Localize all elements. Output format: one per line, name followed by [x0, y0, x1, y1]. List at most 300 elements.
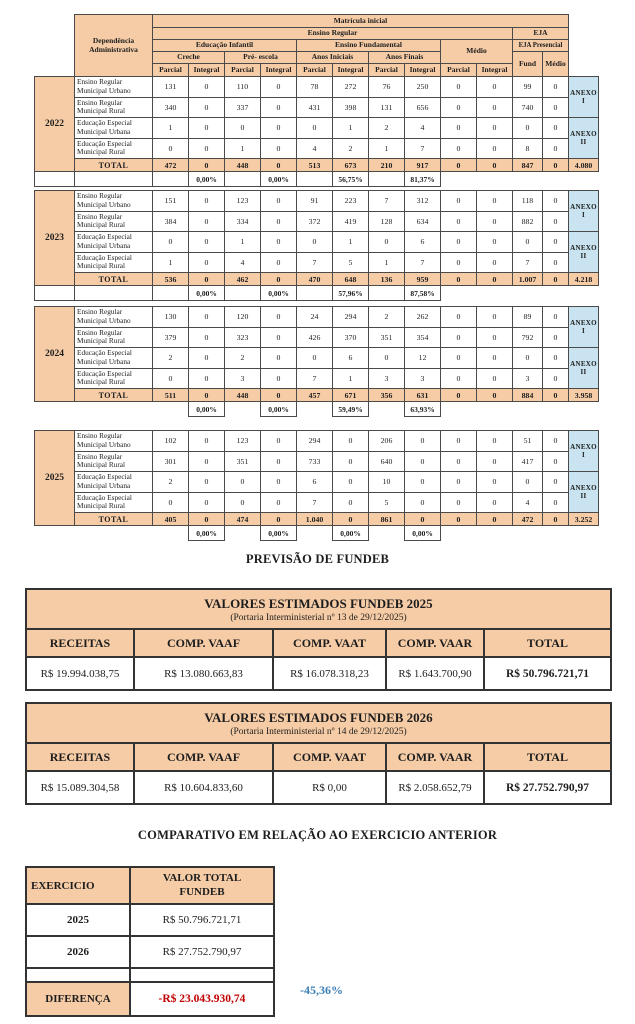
- value-cell: 7: [297, 368, 333, 389]
- total-value-cell: 1.040: [297, 513, 333, 526]
- value-cell: 337: [225, 97, 261, 118]
- row-label: Educação Especial Municipal Urbana: [75, 348, 153, 369]
- row-label: Educação Especial Municipal Urbana: [75, 118, 153, 139]
- grand-total-cell: 4.080: [569, 159, 599, 172]
- anexo-i-cell: ANEXO I: [569, 307, 599, 348]
- row-label: Educação Especial Municipal Rural: [75, 252, 153, 273]
- anexo-i-cell: ANEXO I: [569, 191, 599, 232]
- value-cell: 131: [369, 97, 405, 118]
- fundeb-2026-title-cell: [26, 703, 611, 743]
- value-cell: 1: [225, 138, 261, 159]
- value-cell: 733: [297, 451, 333, 472]
- value-cell: 1: [225, 232, 261, 253]
- value-cell: 0: [477, 451, 513, 472]
- col-header-integral: Integral: [189, 64, 225, 77]
- value-cell: 0: [225, 118, 261, 139]
- grand-total-cell: 3.252: [569, 513, 599, 526]
- total-value-cell: 673: [333, 159, 369, 172]
- table-subtitle: (Portaria Interministerial nº 14 de 29/12/2025): [230, 726, 407, 737]
- total-value-cell: 0: [441, 389, 477, 402]
- value-cell: 0: [261, 348, 297, 369]
- value-cell: 370: [333, 327, 369, 348]
- col-header-comp-vaar: COMP. VAAR: [386, 743, 484, 771]
- value-cell: 10: [369, 472, 405, 493]
- value-cell: 1: [369, 252, 405, 273]
- total-value-cell: 356: [369, 389, 405, 402]
- col-header-integral: Integral: [261, 64, 297, 77]
- col-header-receitas: RECEITAS: [26, 743, 134, 771]
- row-label: Educação Especial Municipal Rural: [75, 368, 153, 389]
- value-cell: 0: [189, 348, 225, 369]
- value-cell: 0: [189, 492, 225, 513]
- col-header-eja-presencial: EJA Presencial: [513, 40, 569, 52]
- year-cell: 2024: [35, 307, 75, 402]
- col-header-parcial: Parcial: [153, 64, 189, 77]
- value-cell: 0: [405, 492, 441, 513]
- value-cell: 0: [261, 451, 297, 472]
- value-cell: 250: [405, 77, 441, 98]
- row-label: Ensino Regular Municipal Urbano: [75, 431, 153, 452]
- fundeb-2025-table: [25, 588, 612, 691]
- value-cell: 2: [369, 307, 405, 328]
- value-cell: 0: [441, 348, 477, 369]
- comp-vaar-value: R$ 2.058.652,79: [386, 771, 484, 804]
- anexo-i-cell: ANEXO I: [569, 431, 599, 472]
- value-cell: 0: [441, 451, 477, 472]
- comp-vaaf-value: R$ 13.080.663,83: [134, 657, 273, 690]
- value-cell: 0: [297, 348, 333, 369]
- anexo-ii-cell: ANEXO II: [569, 472, 599, 513]
- total-value-cell: 917: [405, 159, 441, 172]
- value-cell: 0: [405, 472, 441, 493]
- value-cell: 110: [225, 77, 261, 98]
- value-cell: 0: [189, 211, 225, 232]
- comparison-table: [25, 866, 275, 1017]
- col-header-comp-vaat: COMP. VAAT: [273, 629, 386, 657]
- total-value-cell: 648: [333, 273, 369, 286]
- value-cell: 151: [153, 191, 189, 212]
- row-label: Ensino Regular Municipal Urbano: [75, 77, 153, 98]
- value-cell: 0: [441, 492, 477, 513]
- table-subtitle: (Portaria Interministerial nº 13 de 29/12/2025): [230, 612, 407, 623]
- diferenca-label: DIFERENÇA: [26, 982, 130, 1016]
- col-header-ensino-fundamental: Ensino Fundamental: [297, 40, 441, 52]
- value-cell: 740: [513, 97, 543, 118]
- total-value-cell: 847: [513, 159, 543, 172]
- total-value-cell: 0: [261, 513, 297, 526]
- col-header-comp-vaat: COMP. VAAT: [273, 743, 386, 771]
- value-cell: 24: [297, 307, 333, 328]
- value-cell: 417: [513, 451, 543, 472]
- value-cell: 7: [369, 191, 405, 212]
- value-cell: 0: [261, 97, 297, 118]
- value-cell: 0: [261, 211, 297, 232]
- percent-cell: 57,96%: [333, 286, 369, 301]
- value-cell: 2: [225, 348, 261, 369]
- total-value-cell: 511: [153, 389, 189, 402]
- col-header-comp-vaar: COMP. VAAR: [386, 629, 484, 657]
- value-cell: 0: [441, 472, 477, 493]
- value-cell: 0: [477, 492, 513, 513]
- value-cell: 0: [477, 77, 513, 98]
- col-header-matricula-inicial: Matrícula inicial: [153, 15, 569, 28]
- value-cell: 0: [477, 431, 513, 452]
- value-cell: 4: [405, 118, 441, 139]
- value-cell: 0: [189, 472, 225, 493]
- year-cell: 2023: [35, 191, 75, 286]
- value-cell: 0: [261, 118, 297, 139]
- anexo-i-cell: ANEXO I: [569, 77, 599, 118]
- total-value-cell: 448: [225, 389, 261, 402]
- col-header-parcial: Parcial: [441, 64, 477, 77]
- value-cell: 419: [333, 211, 369, 232]
- value-cell: 0: [543, 191, 569, 212]
- value-cell: 6: [297, 472, 333, 493]
- value-cell: 334: [225, 211, 261, 232]
- total-value-cell: 513: [297, 159, 333, 172]
- value-cell: 128: [369, 211, 405, 232]
- value-cell: 0: [543, 252, 569, 273]
- value-cell: 351: [225, 451, 261, 472]
- percent-cell: 63,93%: [405, 402, 441, 417]
- value-cell: 340: [153, 97, 189, 118]
- value-cell: 294: [297, 431, 333, 452]
- value-cell: 0: [543, 118, 569, 139]
- value-cell: 0: [543, 348, 569, 369]
- value-cell: 1: [333, 368, 369, 389]
- value-cell: 206: [369, 431, 405, 452]
- row-label: Ensino Regular Municipal Urbano: [75, 191, 153, 212]
- value-cell: 640: [369, 451, 405, 472]
- total-value-cell: 0: [189, 273, 225, 286]
- value-cell: 6: [333, 348, 369, 369]
- value-cell: 1: [369, 138, 405, 159]
- row-label: Educação Especial Municipal Urbana: [75, 472, 153, 493]
- table-title: VALORES ESTIMADOS FUNDEB 2025: [204, 595, 433, 611]
- percent-cell: 0,00%: [189, 172, 225, 187]
- value-cell: 7: [405, 138, 441, 159]
- percent-cell: 0,00%: [405, 526, 441, 541]
- value-cell: 0: [477, 307, 513, 328]
- block-spacer: [35, 417, 599, 431]
- value-cell: 120: [225, 307, 261, 328]
- col-header-comp-vaaf: COMP. VAAF: [134, 743, 273, 771]
- value-cell: 78: [297, 77, 333, 98]
- total-value-cell: 474: [225, 513, 261, 526]
- value-cell: 0: [477, 327, 513, 348]
- total-value-cell: 861: [369, 513, 405, 526]
- header-year-spacer: [35, 15, 75, 77]
- value-cell: 0: [441, 232, 477, 253]
- value-cell: 0: [477, 472, 513, 493]
- value-cell: 0: [261, 327, 297, 348]
- total-value-cell: 0: [543, 513, 569, 526]
- value-cell: 0: [441, 252, 477, 273]
- value-cell: 1: [333, 232, 369, 253]
- total-value-cell: 457: [297, 389, 333, 402]
- value-cell: 2: [369, 118, 405, 139]
- value-cell: 0: [441, 368, 477, 389]
- value-cell: 0: [189, 138, 225, 159]
- value-cell: 312: [405, 191, 441, 212]
- valor-2025: R$ 50.796.721,71: [130, 904, 274, 936]
- row-label: Ensino Regular Municipal Rural: [75, 451, 153, 472]
- value-cell: 0: [189, 252, 225, 273]
- value-cell: 0: [513, 118, 543, 139]
- empty-cell: [26, 968, 130, 982]
- value-cell: 7: [513, 252, 543, 273]
- value-cell: 0: [189, 307, 225, 328]
- col-header-fund: Fund: [513, 52, 543, 77]
- col-header-total: TOTAL: [484, 629, 611, 657]
- enrollment-table: [34, 14, 599, 541]
- value-cell: 0: [333, 472, 369, 493]
- value-cell: 0: [261, 252, 297, 273]
- col-header-pre-escola: Pré- escola: [225, 52, 297, 64]
- value-cell: 4: [225, 252, 261, 273]
- value-cell: 323: [225, 327, 261, 348]
- value-cell: 0: [543, 232, 569, 253]
- total-value-cell: 210: [369, 159, 405, 172]
- value-cell: 0: [189, 232, 225, 253]
- value-cell: 0: [513, 232, 543, 253]
- value-cell: 272: [333, 77, 369, 98]
- value-cell: 5: [369, 492, 405, 513]
- value-cell: 0: [153, 138, 189, 159]
- total-value-cell: 671: [333, 389, 369, 402]
- value-cell: 0: [261, 492, 297, 513]
- value-cell: 656: [405, 97, 441, 118]
- header-anexo-spacer: [569, 15, 599, 77]
- total-value-cell: 0: [543, 389, 569, 402]
- value-cell: 1: [153, 252, 189, 273]
- row-label: Ensino Regular Municipal Rural: [75, 327, 153, 348]
- col-header-parcial: Parcial: [369, 64, 405, 77]
- value-cell: 91: [297, 191, 333, 212]
- total-value-cell: 472: [513, 513, 543, 526]
- col-header-anos-iniciais: Anos Iniciais: [297, 52, 369, 64]
- total-row-label: TOTAL: [75, 273, 153, 286]
- total-value-cell: 448: [225, 159, 261, 172]
- value-cell: 0: [477, 118, 513, 139]
- total-value-cell: 472: [153, 159, 189, 172]
- total-value-cell: 0: [405, 513, 441, 526]
- receitas-value: R$ 15.089.304,58: [26, 771, 134, 804]
- table-title: VALORES ESTIMADOS FUNDEB 2026: [204, 709, 433, 725]
- value-cell: 0: [333, 451, 369, 472]
- value-cell: 384: [153, 211, 189, 232]
- col-header-parcial: Parcial: [225, 64, 261, 77]
- col-header-dependencia: Dependência Administrativa: [75, 15, 153, 77]
- value-cell: 6: [405, 232, 441, 253]
- value-cell: 0: [477, 191, 513, 212]
- value-cell: 8: [513, 138, 543, 159]
- value-cell: 0: [441, 191, 477, 212]
- value-cell: 0: [189, 77, 225, 98]
- value-cell: 0: [225, 472, 261, 493]
- total-value-cell: 136: [369, 273, 405, 286]
- value-cell: 882: [513, 211, 543, 232]
- value-cell: 0: [513, 348, 543, 369]
- value-cell: 0: [261, 368, 297, 389]
- value-cell: 3: [513, 368, 543, 389]
- total-value: R$ 50.796.721,71: [484, 657, 611, 690]
- value-cell: 7: [297, 492, 333, 513]
- value-cell: 0: [441, 138, 477, 159]
- year-cell: 2025: [35, 431, 75, 526]
- value-cell: 0: [543, 138, 569, 159]
- row-label: Educação Especial Municipal Rural: [75, 492, 153, 513]
- total-value-cell: 0: [189, 159, 225, 172]
- exercicio-2026: 2026: [26, 936, 130, 968]
- total-value-cell: 405: [153, 513, 189, 526]
- value-cell: 426: [297, 327, 333, 348]
- col-header-integral: Integral: [333, 64, 369, 77]
- percent-cell: 0,00%: [261, 402, 297, 417]
- col-header-integral: Integral: [405, 64, 441, 77]
- exercicio-2025: 2025: [26, 904, 130, 936]
- row-label: Educação Especial Municipal Rural: [75, 138, 153, 159]
- empty-cell: [130, 968, 274, 982]
- section-title-previsao-fundeb: PREVISÃO DE FUNDEB: [245, 552, 390, 566]
- value-cell: 1: [333, 118, 369, 139]
- value-cell: 12: [405, 348, 441, 369]
- col-header-integral: Integral: [477, 64, 513, 77]
- value-cell: 262: [405, 307, 441, 328]
- value-cell: 0: [543, 211, 569, 232]
- value-cell: 0: [543, 431, 569, 452]
- value-cell: 351: [369, 327, 405, 348]
- value-cell: 0: [441, 97, 477, 118]
- value-cell: 0: [543, 77, 569, 98]
- value-cell: 0: [261, 307, 297, 328]
- value-cell: 0: [543, 307, 569, 328]
- percent-cell: 0,00%: [189, 526, 225, 541]
- anexo-ii-cell: ANEXO II: [569, 348, 599, 389]
- row-label: Ensino Regular Municipal Rural: [75, 211, 153, 232]
- value-cell: 0: [441, 327, 477, 348]
- col-header-total: TOTAL: [484, 743, 611, 771]
- total-value-cell: 959: [405, 273, 441, 286]
- value-cell: 0: [441, 431, 477, 452]
- value-cell: 0: [261, 191, 297, 212]
- total-value-cell: 0: [261, 273, 297, 286]
- value-cell: 0: [261, 232, 297, 253]
- total-row-label: TOTAL: [75, 159, 153, 172]
- percent-cell: 81,37%: [405, 172, 441, 187]
- value-cell: 0: [189, 191, 225, 212]
- total-value-cell: 0: [477, 389, 513, 402]
- value-cell: 223: [333, 191, 369, 212]
- comp-vaat-value: R$ 0,00: [273, 771, 386, 804]
- col-header-comp-vaaf: COMP. VAAF: [134, 629, 273, 657]
- value-cell: 0: [297, 118, 333, 139]
- col-header-parcial: Parcial: [297, 64, 333, 77]
- total-row-label: TOTAL: [75, 513, 153, 526]
- value-cell: 0: [261, 138, 297, 159]
- value-cell: 0: [441, 118, 477, 139]
- value-cell: 2: [153, 348, 189, 369]
- comp-vaar-value: R$ 1.643.700,90: [386, 657, 484, 690]
- percent-cell: 0,00%: [261, 286, 297, 301]
- total-value-cell: 0: [441, 273, 477, 286]
- value-cell: 398: [333, 97, 369, 118]
- col-header-educacao-infantil: Educação Infantil: [153, 40, 297, 52]
- value-cell: 4: [513, 492, 543, 513]
- total-value: R$ 27.752.790,97: [484, 771, 611, 804]
- value-cell: 0: [225, 492, 261, 513]
- value-cell: 0: [543, 368, 569, 389]
- value-cell: 89: [513, 307, 543, 328]
- value-cell: 0: [441, 307, 477, 328]
- value-cell: 0: [297, 232, 333, 253]
- value-cell: 3: [369, 368, 405, 389]
- col-header-eja: EJA: [513, 28, 569, 40]
- value-cell: 0: [153, 492, 189, 513]
- total-value-cell: 470: [297, 273, 333, 286]
- value-cell: 0: [477, 252, 513, 273]
- value-cell: 634: [405, 211, 441, 232]
- value-cell: 0: [153, 368, 189, 389]
- value-cell: 4: [297, 138, 333, 159]
- total-value-cell: 0: [441, 513, 477, 526]
- diferenca-percent: -45,36%: [300, 983, 343, 997]
- value-cell: 130: [153, 307, 189, 328]
- value-cell: 354: [405, 327, 441, 348]
- value-cell: 1: [153, 118, 189, 139]
- value-cell: 3: [225, 368, 261, 389]
- value-cell: 0: [405, 451, 441, 472]
- value-cell: 0: [189, 327, 225, 348]
- value-cell: 0: [477, 368, 513, 389]
- value-cell: 0: [477, 232, 513, 253]
- value-cell: 0: [543, 472, 569, 493]
- total-value-cell: 0: [477, 273, 513, 286]
- anexo-ii-cell: ANEXO II: [569, 118, 599, 159]
- total-value-cell: 0: [333, 513, 369, 526]
- value-cell: 0: [261, 472, 297, 493]
- total-value-cell: 631: [405, 389, 441, 402]
- total-value-cell: 0: [543, 159, 569, 172]
- value-cell: 123: [225, 431, 261, 452]
- value-cell: 0: [543, 97, 569, 118]
- percent-cell: 0,00%: [189, 402, 225, 417]
- comp-vaat-value: R$ 16.078.318,23: [273, 657, 386, 690]
- value-cell: 3: [405, 368, 441, 389]
- total-value-cell: 0: [189, 389, 225, 402]
- col-header-exercicio: EXERCICIO: [26, 867, 130, 904]
- value-cell: 301: [153, 451, 189, 472]
- year-cell: 2022: [35, 77, 75, 172]
- value-cell: 372: [297, 211, 333, 232]
- value-cell: 792: [513, 327, 543, 348]
- value-cell: 0: [441, 77, 477, 98]
- value-cell: 5: [333, 252, 369, 273]
- value-cell: 0: [333, 431, 369, 452]
- value-cell: 0: [477, 138, 513, 159]
- value-cell: 379: [153, 327, 189, 348]
- value-cell: 0: [477, 348, 513, 369]
- value-cell: 0: [333, 492, 369, 513]
- valor-2026: R$ 27.752.790,97: [130, 936, 274, 968]
- value-cell: 131: [153, 77, 189, 98]
- comp-vaaf-value: R$ 10.604.833,60: [134, 771, 273, 804]
- value-cell: 0: [477, 211, 513, 232]
- percent-cell: 56,75%: [333, 172, 369, 187]
- total-value-cell: 0: [543, 273, 569, 286]
- value-cell: 0: [153, 232, 189, 253]
- percent-cell: 0,00%: [189, 286, 225, 301]
